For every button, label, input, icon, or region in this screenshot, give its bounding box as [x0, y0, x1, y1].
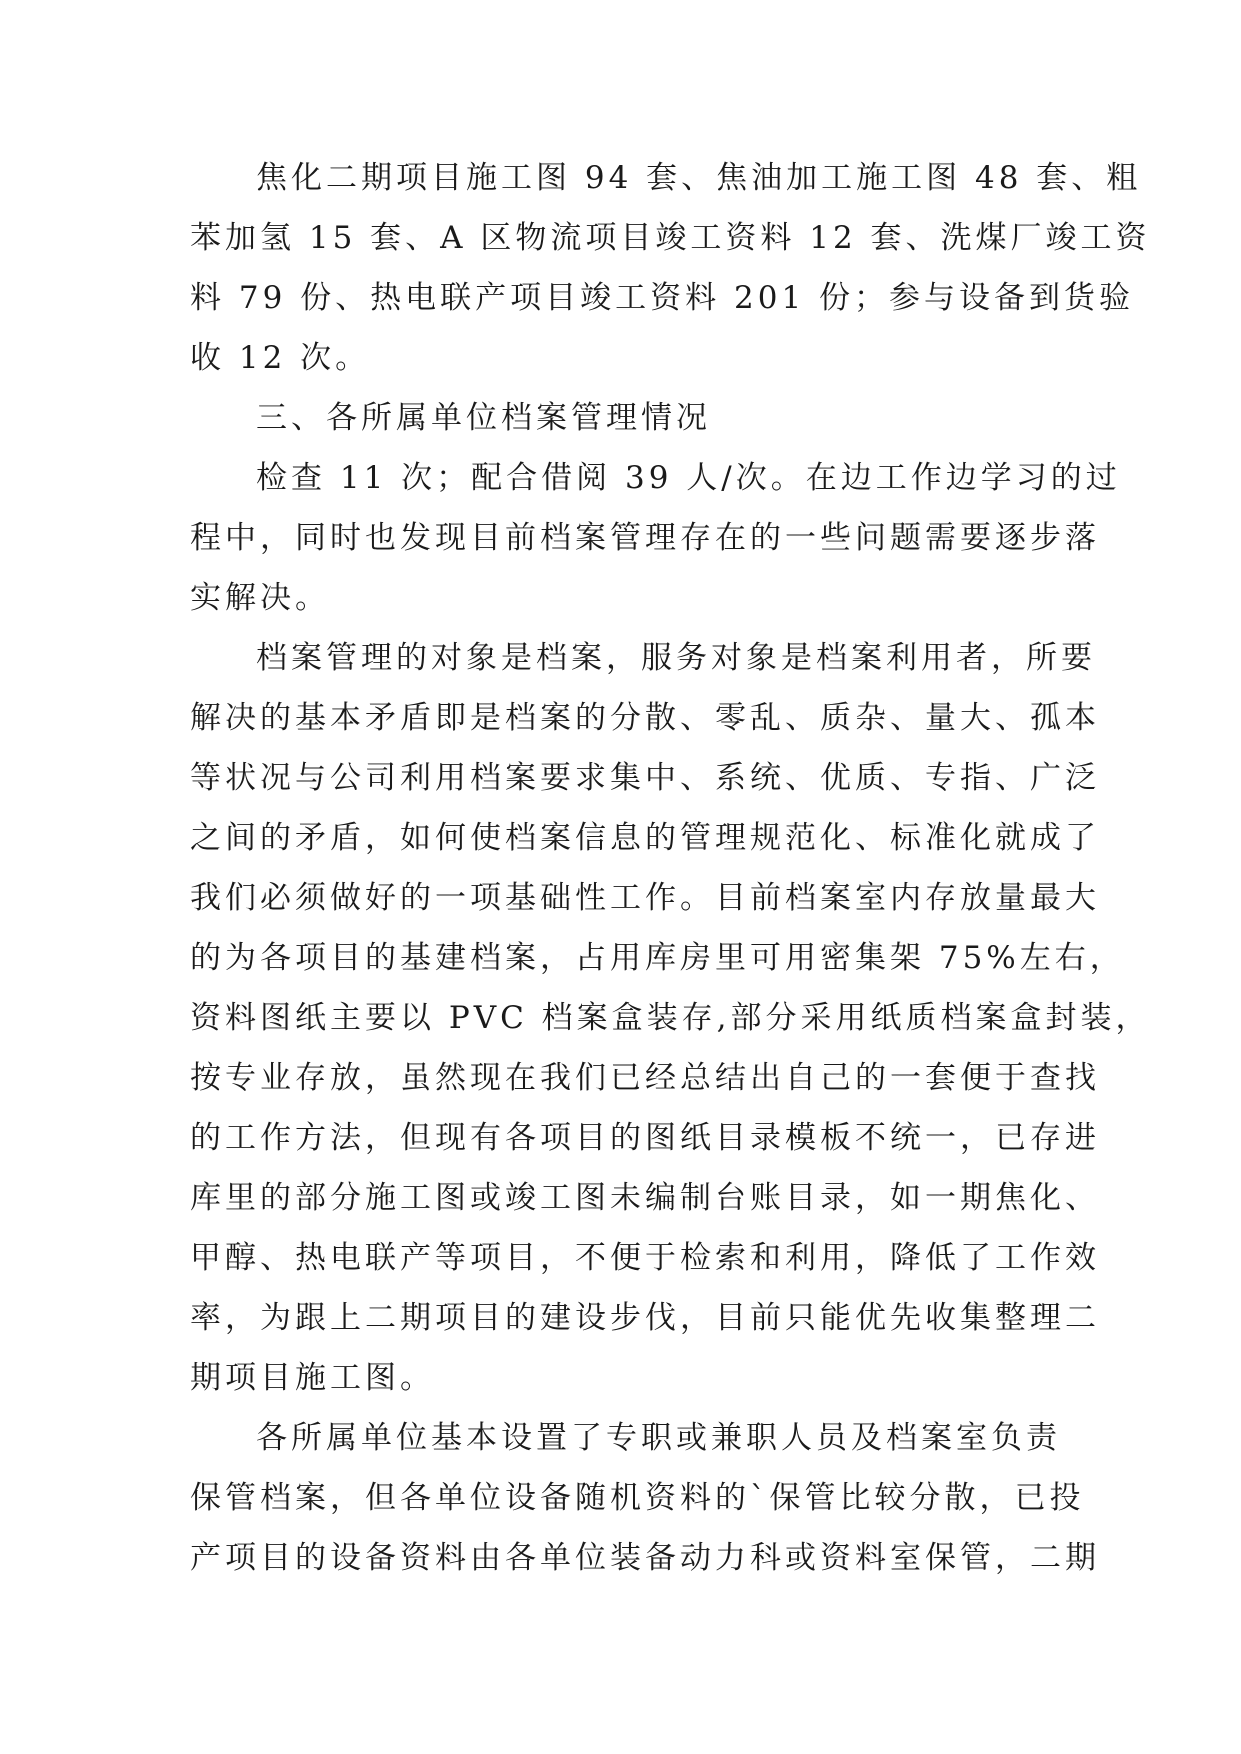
section-heading: 三、各所属单位档案管理情况 — [256, 400, 711, 436]
text-line: 之间的矛盾，如何使档案信息的管理规范化、标准化就成了 — [190, 820, 1100, 856]
text-line: 档案管理的对象是档案，服务对象是档案利用者，所要 — [256, 640, 1096, 676]
text-line: 等状况与公司利用档案要求集中、系统、优质、专指、广泛 — [190, 760, 1100, 796]
text-line: 库里的部分施工图或竣工图未编制台账目录，如一期焦化、 — [190, 1180, 1100, 1216]
text-line: 各所属单位基本设置了专职或兼职人员及档案室负责 — [256, 1420, 1061, 1456]
text-line: 程中，同时也发现目前档案管理存在的一些问题需要逐步落 — [190, 520, 1100, 556]
text-line: 资料图纸主要以 PVC 档案盒装存,部分采用纸质档案盒封装， — [190, 1000, 1151, 1036]
text-line: 保管档案，但各单位设备随机资料的`保管比较分散，已投 — [190, 1480, 1085, 1516]
text-line: 的工作方法，但现有各项目的图纸目录模板不统一，已存进 — [190, 1120, 1100, 1156]
text-line: 我们必须做好的一项基础性工作。目前档案室内存放量最大 — [190, 880, 1100, 916]
text-line: 解决的基本矛盾即是档案的分散、零乱、质杂、量大、孤本 — [190, 700, 1100, 736]
text-line: 焦化二期项目施工图 94 套、焦油加工施工图 48 套、粗 — [256, 160, 1142, 196]
text-line: 期项目施工图。 — [190, 1360, 435, 1396]
text-line: 实解决。 — [190, 580, 330, 616]
text-line: 按专业存放，虽然现在我们已经总结出自己的一套便于查找 — [190, 1060, 1100, 1096]
text-line: 的为各项目的基建档案，占用库房里可用密集架 75%左右， — [190, 940, 1125, 976]
text-line: 苯加氢 15 套、A 区物流项目竣工资料 12 套、洗煤厂竣工资 — [190, 220, 1151, 256]
text-line: 率，为跟上二期项目的建设步伐，目前只能优先收集整理二 — [190, 1300, 1100, 1336]
text-line: 产项目的设备资料由各单位装备动力科或资料室保管，二期 — [190, 1540, 1100, 1576]
text-line: 检查 11 次；配合借阅 39 人/次。在边工作边学习的过 — [256, 460, 1121, 496]
document-body — [190, 148, 1151, 1588]
text-line: 料 79 份、热电联产项目竣工资料 201 份；参与设备到货验 — [190, 280, 1135, 316]
text-line: 甲醇、热电联产等项目，不便于检索和利用，降低了工作效 — [190, 1240, 1100, 1276]
text-line: 收 12 次。 — [190, 340, 371, 376]
